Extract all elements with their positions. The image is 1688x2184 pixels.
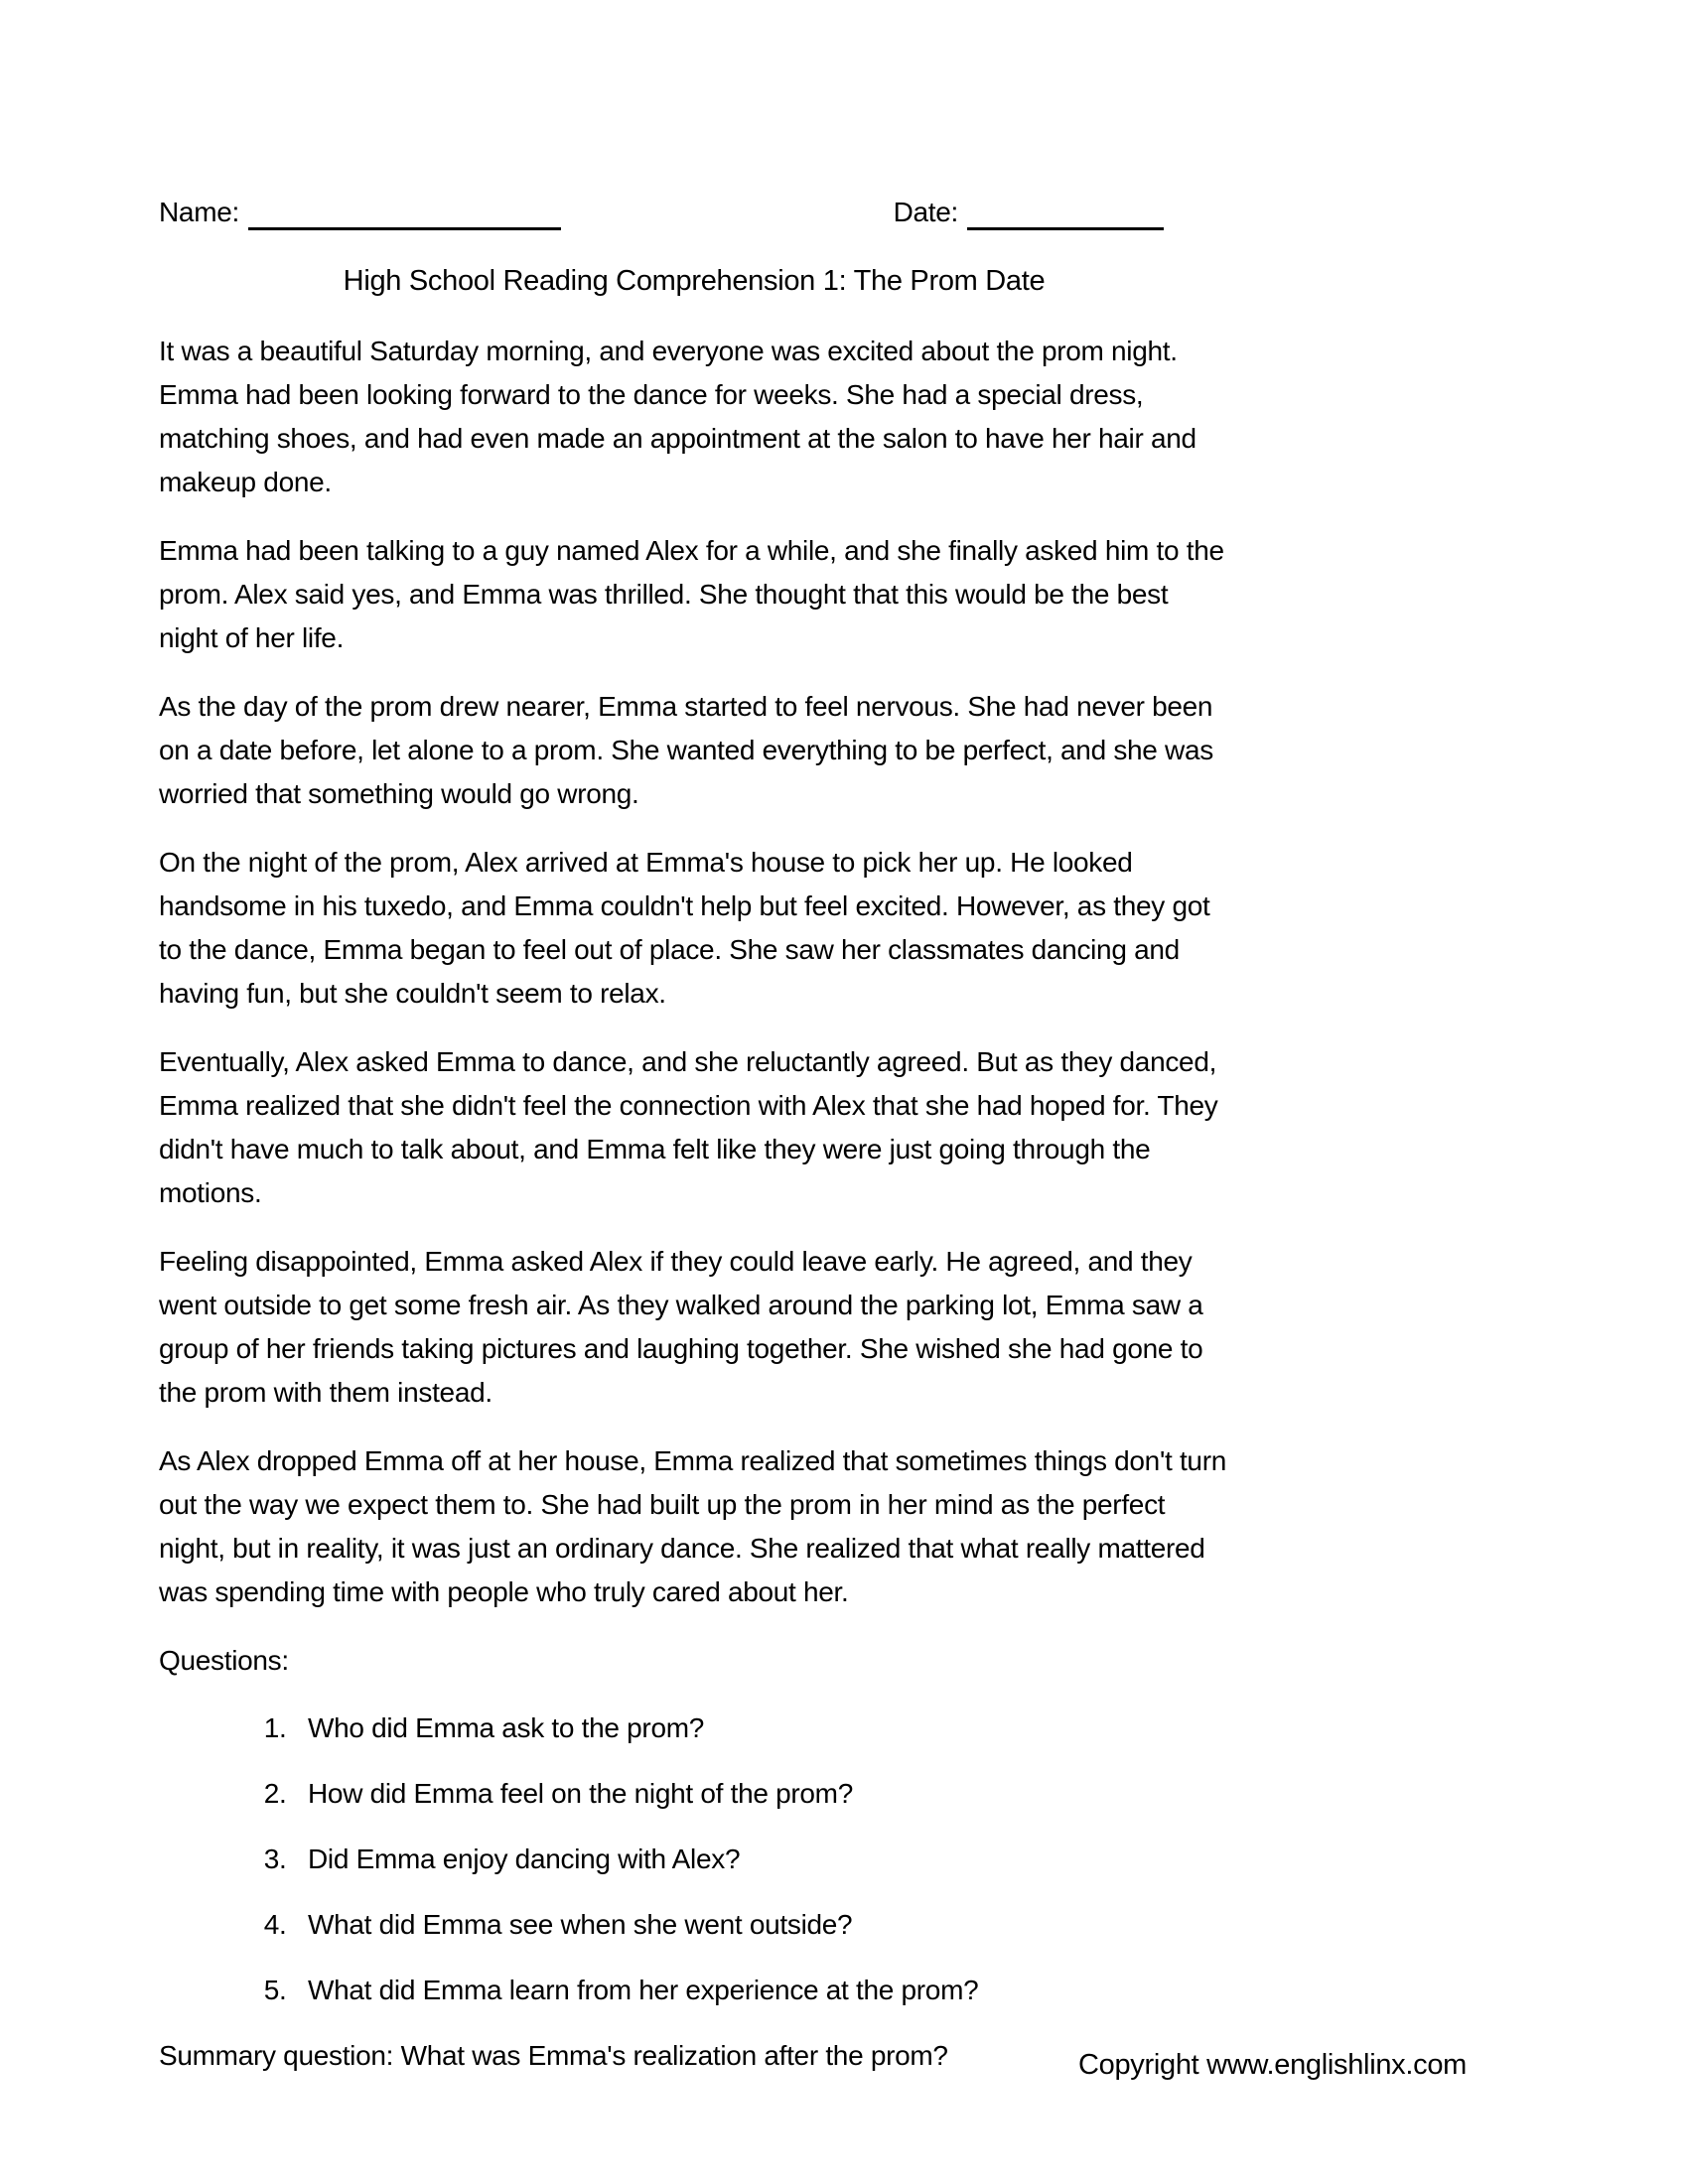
story-paragraph-3: As the day of the prom drew nearer, Emma started to feel nervous. She had never been on a date before, let alone to a prom. She wanted everything to be perfect, and she was worried that something would go wrong. — [159, 691, 1213, 809]
worksheet-page — [159, 195, 1229, 2078]
questions-heading: Questions: — [159, 1645, 289, 1676]
summary-question: Summary question: What was Emma's realization after the prom? — [159, 2040, 948, 2071]
story-paragraph-7: As Alex dropped Emma off at her house, Emma realized that sometimes things don't turn out the way we expect them to. She had built up the prom in her mind as the perfect night, but in reality, it was just an ordinary dance. She realized that what really mattered was spending time with people who truly cared about her. — [159, 1445, 1227, 1607]
date-label: Date: — [893, 197, 958, 227]
copyright-text: Copyright www.englishlinx.com — [1078, 2049, 1468, 2081]
question-item-3: 3. Did Emma enjoy dancing with Alex? — [294, 1838, 1229, 1881]
story-paragraph-2: Emma had been talking to a guy named Alex for a while, and she finally asked him to the prom. Alex said yes, and Emma was thrilled. She thought that this would be the best night of her life. — [159, 535, 1224, 653]
date-blank-line — [967, 195, 1164, 230]
question-item-1: 1. Who did Emma ask to the prom? — [294, 1706, 1229, 1750]
page-title: High School Reading Comprehension 1: The Prom Date — [343, 265, 1046, 297]
header-row — [159, 195, 1229, 230]
name-field — [159, 195, 561, 230]
date-field — [894, 195, 1164, 230]
question-list — [159, 1706, 1229, 2012]
question-item-5: 5. What did Emma learn from her experience at the prom? — [294, 1969, 1229, 2012]
question-item-4: 4. What did Emma see when she went outside? — [294, 1903, 1229, 1947]
name-label: Name: — [159, 197, 239, 227]
story-paragraph-5: Eventually, Alex asked Emma to dance, and she reluctantly agreed. But as they danced, Emma realized that she didn't feel the connection with Alex that she had hoped for. They didn't have much to talk about, and Emma felt like they were just going through the motions. — [159, 1046, 1218, 1208]
story-paragraph-1: It was a beautiful Saturday morning, and everyone was excited about the prom night. Emma had been looking forward to the dance for weeks. She had a special dress, matching shoes, and had even made an appointment at the salon to have her hair and makeup done. — [159, 336, 1196, 497]
name-blank-line — [248, 195, 561, 230]
story-paragraph-6: Feeling disappointed, Emma asked Alex if they could leave early. He agreed, and they went outside to get some fresh air. As they walked around the parking lot, Emma saw a group of her friends taking pictures and laughing together. She wished she had gone to the prom with them instead. — [159, 1246, 1203, 1408]
question-item-2: 2. How did Emma feel on the night of the prom? — [294, 1772, 1229, 1816]
story-paragraph-4: On the night of the prom, Alex arrived at Emma's house to pick her up. He looked handsome in his tuxedo, and Emma couldn't help but feel excited. However, as they got to the dance, Emma began to feel out of place. She saw her classmates dancing and having fun, but she couldn't seem to relax. — [159, 847, 1210, 1009]
